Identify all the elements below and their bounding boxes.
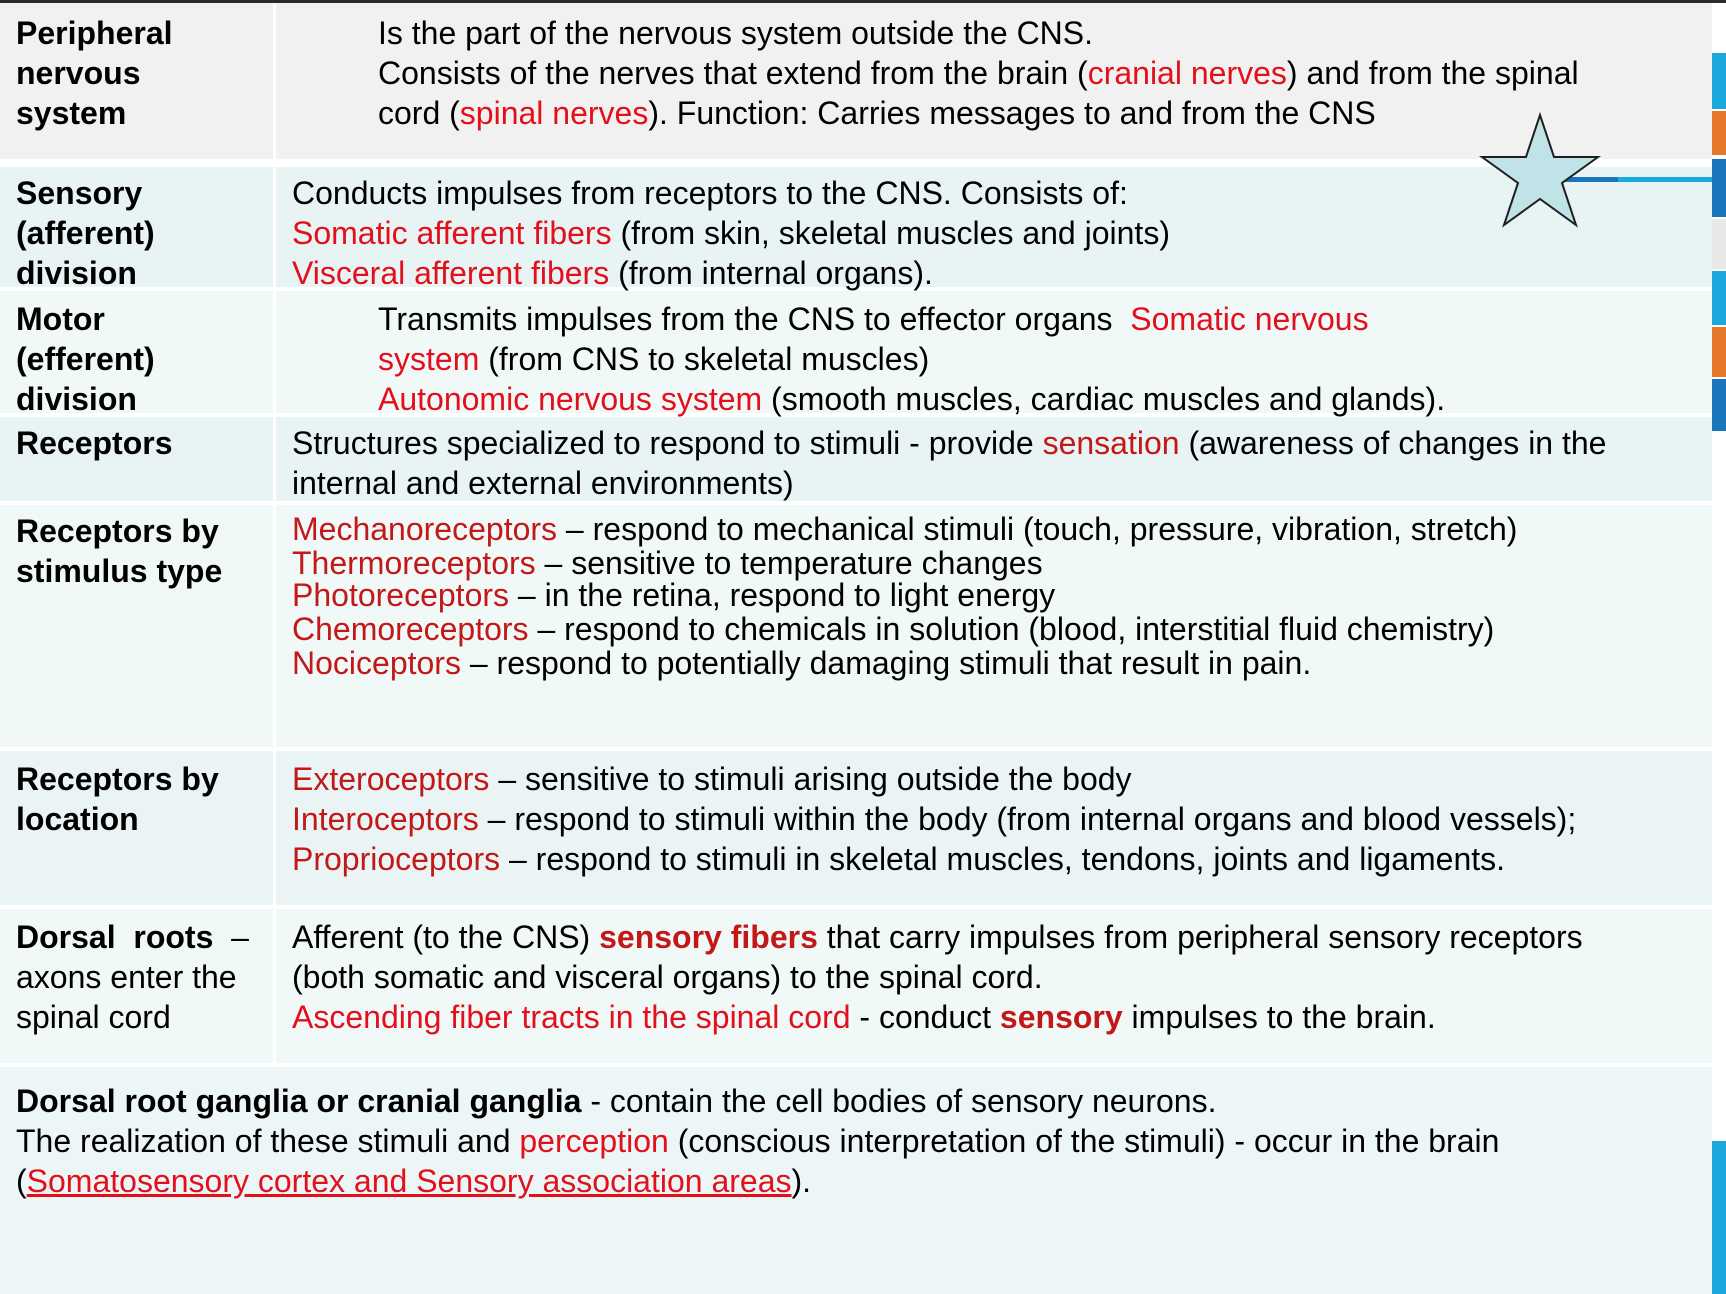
list-item xyxy=(292,759,1712,799)
text-span: – respond to stimuli in skeletal muscles, tendons, joints and ligaments. xyxy=(500,841,1506,877)
text-span: – respond to mechanical stimuli (touch, pressure, vibration, stretch) xyxy=(557,511,1518,547)
list-item xyxy=(292,511,1712,547)
row-label-sensory xyxy=(0,167,273,291)
label-line: (afferent) xyxy=(16,215,155,251)
text-line xyxy=(292,917,1712,957)
term-system: system xyxy=(378,341,480,377)
text-span: cord ( xyxy=(378,95,460,131)
term-exteroceptors: Exteroceptors xyxy=(292,761,490,797)
label-line: division xyxy=(16,255,137,291)
text-span: Consists of the nerves that extend from the brain ( xyxy=(378,55,1088,91)
text-span: The realization of these stimuli and xyxy=(16,1123,520,1159)
text-span: - conduct xyxy=(850,999,1000,1035)
term-autonomic: Autonomic nervous system xyxy=(378,381,763,417)
edge-stripe-orange xyxy=(1712,327,1726,377)
text-span: – respond to stimuli within the body (from internal organs and blood vessels); xyxy=(478,801,1577,837)
label-line: nervous xyxy=(16,55,141,91)
label-line: location xyxy=(16,801,139,837)
edge-stripe-blue xyxy=(1712,159,1726,217)
row-label-pns xyxy=(0,3,273,159)
text-line xyxy=(378,53,1712,93)
row-content-dorsal xyxy=(276,909,1712,1063)
label-line: (efferent) xyxy=(16,341,155,377)
list-item xyxy=(292,547,1712,579)
text-span: (from skin, skeletal muscles and joints) xyxy=(611,215,1170,251)
text-span: ( xyxy=(16,1163,27,1199)
term-visceral-afferent: Visceral afferent fibers xyxy=(292,255,610,291)
label-line: stimulus type xyxy=(16,553,223,589)
text-line xyxy=(16,1161,1712,1201)
text-span: – sensitive to stimuli arising outside the body xyxy=(489,761,1132,797)
list-item xyxy=(292,799,1712,839)
text-span: – xyxy=(213,919,249,955)
row-label-location xyxy=(0,751,273,905)
label-line: Receptors xyxy=(16,425,173,461)
term-photoreceptors: Photoreceptors xyxy=(292,577,510,613)
row-content-receptors xyxy=(276,417,1712,501)
text-span: – in the retina, respond to light energy xyxy=(509,577,1056,613)
row-content-location xyxy=(276,751,1712,905)
row-label-dorsal xyxy=(0,909,273,1063)
text-span: (from CNS to skeletal muscles) xyxy=(479,341,930,377)
term-proprioceptors: Proprioceptors xyxy=(292,841,501,877)
text-span: – sensitive to temperature changes xyxy=(535,545,1043,581)
text-line xyxy=(292,423,1712,463)
star-icon xyxy=(1478,111,1602,229)
term-interoceptors: Interoceptors xyxy=(292,801,479,837)
edge-stripe-orange xyxy=(1712,111,1726,155)
term-nociceptors: Nociceptors xyxy=(292,645,461,681)
text-span: - contain the cell bodies of sensory neurons. xyxy=(581,1083,1217,1119)
term-somatic-afferent: Somatic afferent fibers xyxy=(292,215,612,251)
text-span: (smooth muscles, cardiac muscles and glands). xyxy=(762,381,1446,417)
text-span: – respond to chemicals in solution (blood, interstitial fluid chemistry) xyxy=(528,611,1495,647)
text-line xyxy=(378,379,1712,419)
text-span: impulses to the brain. xyxy=(1122,999,1436,1035)
text-span: ). Function: Carries messages to and from the CNS xyxy=(648,95,1376,131)
label-line: Motor xyxy=(16,301,105,337)
term-somatic-nervous: Somatic nervous xyxy=(1130,301,1369,337)
term-spinal-nerves: spinal nerves xyxy=(459,95,649,131)
text-span: that carry impulses from peripheral sensory receptors xyxy=(817,919,1583,955)
edge-stripe-cyan xyxy=(1712,1141,1726,1294)
text-span: – respond to potentially damaging stimuli that result in pain. xyxy=(460,645,1312,681)
term-sensory: sensory xyxy=(999,999,1123,1035)
label-line: Receptors by xyxy=(16,761,219,797)
term-sensation: sensation xyxy=(1042,425,1180,461)
list-item xyxy=(292,839,1712,879)
term-somatosensory-cortex: Somatosensory cortex and Sensory association areas xyxy=(26,1163,792,1199)
term-sensory-fibers: sensory fibers xyxy=(599,919,818,955)
text-line xyxy=(16,1081,1712,1121)
label-line: Receptors by xyxy=(16,513,219,549)
term-ascending-tracts: Ascending fiber tracts in the spinal cord xyxy=(292,999,851,1035)
text-span: Transmits impulses from the CNS to effector organs xyxy=(378,301,1131,337)
text-line: Conducts impulses from receptors to the CNS. Consists of: xyxy=(292,175,1128,211)
row-label-receptors xyxy=(0,417,273,501)
term-chemoreceptors: Chemoreceptors xyxy=(292,611,529,647)
edge-stripe-cyan xyxy=(1712,53,1726,109)
label-line: Peripheral xyxy=(16,15,173,51)
edge-stripe-grey xyxy=(1712,219,1726,269)
text-span: ) and from the spinal xyxy=(1286,55,1579,91)
list-item xyxy=(292,647,1712,679)
row-ganglia xyxy=(0,1067,1712,1294)
term-mechanoreceptors: Mechanoreceptors xyxy=(292,511,558,547)
text-span: Afferent (to the CNS) xyxy=(292,919,600,955)
text-line xyxy=(16,1121,1712,1161)
row-content-motor xyxy=(276,291,1712,417)
term-dorsal-root-ganglia: Dorsal root ganglia or cranial ganglia xyxy=(16,1083,582,1119)
label-line: system xyxy=(16,95,127,131)
term-cranial-nerves: cranial nerves xyxy=(1087,55,1287,91)
label-line: spinal cord xyxy=(16,999,171,1035)
term-thermoreceptors: Thermoreceptors xyxy=(292,545,536,581)
text-line xyxy=(292,997,1712,1037)
text-line: Is the part of the nervous system outside the CNS. xyxy=(378,15,1094,51)
label-line: division xyxy=(16,381,137,417)
text-line xyxy=(292,253,1712,293)
text-line: (both somatic and visceral organs) to the spinal cord. xyxy=(292,959,1043,995)
text-span: Structures specialized to respond to stimuli - provide xyxy=(292,425,1043,461)
text-line xyxy=(378,299,1712,339)
text-span: (from internal organs). xyxy=(609,255,933,291)
text-line: internal and external environments) xyxy=(292,465,794,501)
text-line xyxy=(378,339,1712,379)
text-span: (conscious interpretation of the stimuli) - occur in the brain xyxy=(668,1123,1500,1159)
row-label-stimulus xyxy=(0,505,273,747)
row-content-stimulus xyxy=(276,505,1712,747)
row-label-motor xyxy=(0,291,273,417)
text-span: (awareness of changes in the xyxy=(1179,425,1607,461)
term-perception: perception xyxy=(519,1123,669,1159)
label-line: Sensory xyxy=(16,175,143,211)
edge-stripe-cyan xyxy=(1712,271,1726,325)
label-dorsal-roots: Dorsal roots xyxy=(16,919,214,955)
list-item xyxy=(292,579,1712,611)
text-span: ). xyxy=(791,1163,812,1199)
list-item xyxy=(292,611,1712,647)
label-line xyxy=(16,917,273,957)
label-line: axons enter the xyxy=(16,959,237,995)
edge-stripe-blue xyxy=(1712,379,1726,431)
